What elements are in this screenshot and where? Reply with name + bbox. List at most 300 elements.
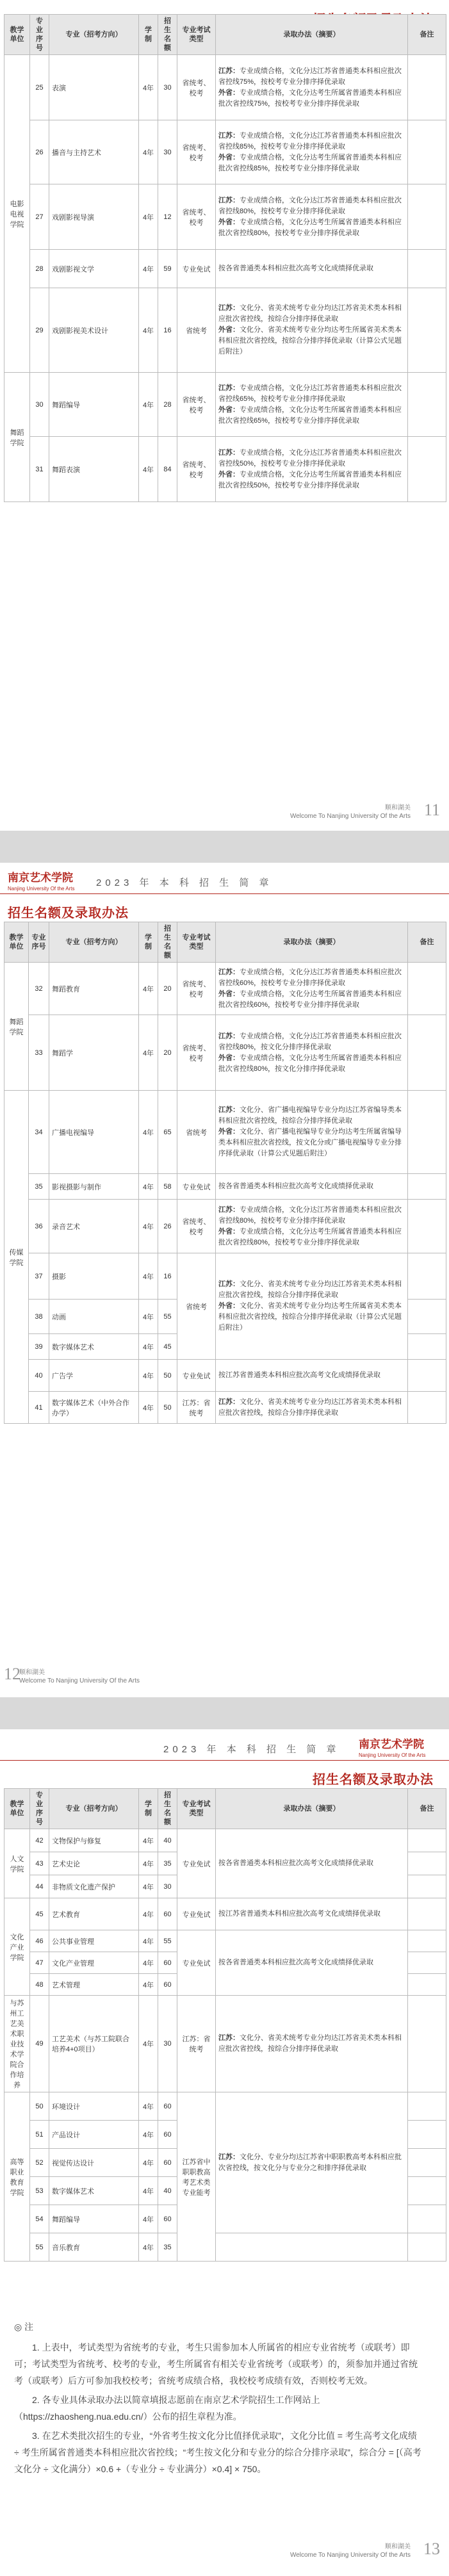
table-row	[4, 437, 446, 502]
unit-cell: 高等职业教育学院	[4, 2092, 30, 2262]
major-name-cell: 舞蹈教育	[49, 963, 139, 1015]
page-number: 12	[4, 1665, 20, 1683]
rule-cell	[216, 1996, 408, 2092]
quota-cell: 35	[158, 1852, 177, 1875]
rule-text: 专业成绩合格，文化分达考生所属省普通类本科相应批次省控线80%，按文化分排序择优录取	[218, 1054, 402, 1073]
years-cell: 4年	[139, 1334, 158, 1360]
years-cell: 4年	[139, 2205, 158, 2233]
years-cell: 4年	[139, 1360, 158, 1392]
exam-type-cell: 省统考	[177, 1091, 216, 1174]
col-unit: 教学单位	[4, 1789, 30, 1829]
rule-region-label: 江苏：	[218, 968, 240, 976]
major-name-cell: 数字媒体艺术（中外合作办学）	[49, 1392, 139, 1424]
quota-cell: 30	[158, 55, 177, 120]
years-cell: 4年	[139, 1015, 158, 1091]
major-name-cell: 舞蹈编导	[49, 373, 139, 437]
years-cell: 4年	[139, 1898, 158, 1930]
years-cell: 4年	[139, 1930, 158, 1952]
major-name-cell: 广告学	[49, 1360, 139, 1392]
unit-cell: 舞蹈学院	[4, 963, 29, 1091]
rule-text: 按江苏省普通类本科相应批次高考文化成绩择优录取	[218, 1910, 380, 1918]
footer	[290, 2543, 411, 2559]
table-row	[4, 1996, 446, 2092]
quota-cell: 84	[158, 437, 177, 502]
major-name-cell: 文化产业管理	[49, 1952, 139, 1974]
quota-cell: 58	[158, 1174, 177, 1200]
rule-region-label: 外省：	[218, 88, 240, 97]
table-row	[4, 1200, 446, 1253]
col-major: 专业（招考方向）	[49, 15, 139, 55]
quota-cell: 20	[158, 963, 177, 1015]
header-divider	[0, 1760, 449, 1761]
rule-region-label: 江苏：	[218, 304, 240, 312]
table-row	[4, 184, 446, 250]
exam-type-cell: 省统考	[177, 288, 216, 373]
school-logo: 南京艺术学院	[8, 872, 73, 884]
major-no-cell: 53	[30, 2177, 49, 2205]
years-cell: 4年	[139, 1852, 158, 1875]
quota-cell: 60	[158, 1974, 177, 1996]
col-major: 专业（招考方向）	[49, 922, 139, 963]
remark-cell	[408, 373, 446, 437]
rule-text: 按江苏省普通类本科相应批次高考文化成绩择优录取	[218, 1371, 380, 1379]
major-no-cell: 38	[29, 1300, 49, 1334]
exam-type-cell: 省统考、校考	[177, 373, 216, 437]
admission-table	[4, 14, 446, 502]
table-header	[4, 15, 446, 55]
years-cell: 4年	[139, 1300, 158, 1334]
unit-cell: 文化产业学院	[4, 1898, 30, 1996]
page-number: 13	[423, 2539, 440, 2558]
table-row	[4, 1829, 446, 1852]
exam-type-cell: 省统考、校考	[177, 55, 216, 120]
col-quota: 招生名额	[158, 922, 177, 963]
quota-cell: 50	[158, 1392, 177, 1424]
major-no-cell: 28	[30, 250, 49, 288]
major-no-cell: 39	[29, 1334, 49, 1360]
table-row	[4, 1091, 446, 1174]
admission-table	[4, 1788, 446, 2262]
rule-cell	[216, 963, 408, 1015]
rule-region-label: 外省：	[218, 1128, 240, 1136]
rule-text: 专业成绩合格，文化分达考生所属省普通类本科相应批次省控线65%，按校考专业分排序择优录取	[218, 405, 402, 425]
major-no-cell: 31	[30, 437, 49, 502]
page-gap	[0, 1697, 449, 1729]
rule-text: 专业成绩合格，文化分达江苏省普通类本科相应批次省控线85%，按校考专业分排序择优录取	[218, 131, 402, 151]
rule-text: 专业成绩合格，文化分达江苏省普通类本科相应批次省控线80%，按校考专业分排序择优录取	[218, 196, 402, 215]
rule-cell	[216, 2092, 408, 2233]
rule-region-label: 外省：	[218, 153, 240, 161]
quota-cell: 12	[158, 184, 177, 250]
rule-cell	[216, 373, 408, 437]
quota-cell: 60	[158, 2121, 177, 2149]
rule-text: 按各省普通类本科相应批次高考文化成绩择优录取	[218, 1182, 373, 1190]
major-no-cell: 35	[29, 1174, 49, 1200]
table-row	[4, 1174, 446, 1200]
major-no-cell: 40	[29, 1360, 49, 1392]
rule-cell	[216, 1829, 408, 1898]
major-no-cell: 29	[30, 288, 49, 373]
notes	[14, 2319, 424, 2480]
col-exam: 专业考试类型	[177, 15, 216, 55]
rule-region-label: 江苏：	[218, 196, 240, 204]
rule-region-label: 外省：	[218, 1302, 240, 1310]
rule-cell	[216, 1200, 408, 1253]
rule-region-label: 江苏：	[218, 2153, 240, 2161]
major-no-cell: 25	[30, 55, 49, 120]
quota-cell: 55	[158, 1930, 177, 1952]
years-cell: 4年	[139, 2149, 158, 2177]
exam-type-cell: 专业免试	[177, 250, 216, 288]
rule-cell	[216, 250, 408, 288]
major-name-cell: 艺术教育	[49, 1898, 139, 1930]
major-name-cell: 视觉传达设计	[49, 2149, 139, 2177]
col-major: 专业（招考方向）	[49, 1789, 139, 1829]
rule-region-label: 外省：	[218, 1227, 240, 1235]
major-name-cell: 舞蹈编导	[49, 2205, 139, 2233]
remark-cell	[408, 1392, 446, 1424]
col-years: 学制	[139, 1789, 158, 1829]
years-cell: 4年	[139, 1392, 158, 1424]
remark-cell	[408, 1200, 446, 1253]
major-no-cell: 27	[30, 184, 49, 250]
exam-type-cell: 专业免试	[177, 1898, 216, 1930]
rule-cell	[216, 120, 408, 184]
col-years: 学制	[139, 922, 158, 963]
remark-cell	[408, 2177, 446, 2205]
unit-cell: 人文学院	[4, 1829, 30, 1898]
major-name-cell: 艺术管理	[49, 1974, 139, 1996]
quota-cell: 40	[158, 2177, 177, 2205]
col-remark: 备注	[408, 15, 446, 55]
remark-cell	[408, 55, 446, 120]
major-name-cell: 工艺美术（与苏工院联合培养4+0项目）	[49, 1996, 139, 2092]
years-cell: 4年	[139, 2177, 158, 2205]
major-name-cell: 动画	[49, 1300, 139, 1334]
major-name-cell: 戏剧影视导演	[49, 184, 139, 250]
school-logo-en: Nanjing University Of the Arts	[8, 886, 75, 892]
major-name-cell: 数字媒体艺术	[49, 1334, 139, 1360]
major-no-cell: 33	[29, 1015, 49, 1091]
remark-cell	[408, 2205, 446, 2233]
remark-cell	[408, 1334, 446, 1360]
rule-text: 文化分、省广播电视编导专业分均达考生所属省编导类本科相应批次省控线，按文化分或广播电视编导专业分排序择优录取（计算公式见题后附注）	[218, 1128, 402, 1157]
exam-type-cell: 省统考、校考	[177, 1015, 216, 1091]
rule-text: 文化分、省美术统考专业分均达江苏省美术类本科相应批次省控线，按综合分排序择优录取	[218, 1280, 402, 1299]
col-unit: 教学单位	[4, 15, 30, 55]
major-name-cell: 播音与主持艺术	[49, 120, 139, 184]
section-title: 招生名额及录取办法	[8, 906, 129, 920]
quota-cell: 30	[158, 1875, 177, 1898]
col-quota: 招生名额	[158, 1789, 177, 1829]
major-name-cell: 舞蹈表演	[49, 437, 139, 502]
rule-region-label: 江苏：	[218, 2034, 240, 2042]
table-row	[4, 288, 446, 373]
major-no-cell: 41	[29, 1392, 49, 1424]
remark-cell	[408, 1974, 446, 1996]
rule-region-label: 江苏：	[218, 1032, 240, 1040]
major-name-cell: 摄影	[49, 1253, 139, 1300]
quota-cell: 40	[158, 1829, 177, 1852]
note-3: 3. 在艺术类批次招生的专业，“外省考生按文化分比值择优录取”，文化分比值 = 考生高考文化成绩 ÷ 考生所属省普通类本科相应批次省控线；“考生按文化分和专业分的综合分排序录取”，综合分 = [（高考文化分 ÷ 文化满分）×0.6 +（专业分 ÷ 专业满分）×0.4] × 750。	[14, 2431, 421, 2474]
rule-text: 专业成绩合格，文化分达江苏省普通类本科相应批次省控线80%，按校考专业分排序择优录取	[218, 1205, 402, 1225]
remark-cell	[408, 184, 446, 250]
years-cell: 4年	[139, 1974, 158, 1996]
major-no-cell: 30	[30, 373, 49, 437]
major-no-cell: 51	[30, 2121, 49, 2149]
unit-cell: 传媒学院	[4, 1091, 29, 1424]
table-row	[4, 1360, 446, 1392]
col-rule: 录取办法（摘要）	[216, 1789, 408, 1829]
table-row	[4, 373, 446, 437]
quota-cell: 65	[158, 1091, 177, 1174]
exam-type-cell: 江苏省中职职教高考艺术类专业能考	[177, 2092, 216, 2262]
remark-cell	[408, 2121, 446, 2149]
major-name-cell: 公共事业管理	[49, 1930, 139, 1952]
major-name-cell: 音乐教育	[49, 2233, 139, 2262]
major-name-cell: 艺术史论	[49, 1852, 139, 1875]
col-rule: 录取办法（摘要）	[216, 15, 408, 55]
table-row	[4, 120, 446, 184]
table-row	[4, 1015, 446, 1091]
remark-cell	[408, 437, 446, 502]
remark-cell	[408, 288, 446, 373]
exam-type-cell: 省统考、校考	[177, 120, 216, 184]
col-no: 专业序号	[30, 1789, 49, 1829]
col-exam: 专业考试类型	[177, 922, 216, 963]
rule-cell	[216, 1392, 408, 1424]
rule-text: 专业成绩合格，文化分达江苏省普通类本科相应批次省控线80%，按文化分排序择优录取	[218, 1032, 402, 1051]
rule-region-label: 外省：	[218, 990, 240, 998]
remark-cell	[408, 120, 446, 184]
rule-cell	[216, 2233, 408, 2262]
page-number: 11	[423, 801, 440, 819]
rule-region-label: 外省：	[218, 1054, 240, 1062]
remark-cell	[408, 1300, 446, 1334]
quota-cell: 60	[158, 1952, 177, 1974]
rule-region-label: 江苏：	[218, 1280, 240, 1288]
note-1: 1. 上表中，考试类型为省统考的专业，考生只需参加本人所属省的相应专业省统考（或联考）即可；考试类型为省统考、校考的专业，考生所属省有相关专业省统考（或联考）的，须参加并通过省统考（或联考）后方可参加我校校考；省统考成绩合格，我校校考成绩有效，否则校考无效。	[14, 2342, 418, 2386]
major-name-cell: 录音艺术	[49, 1200, 139, 1253]
major-no-cell: 45	[30, 1898, 49, 1930]
table-row	[4, 1392, 446, 1424]
major-no-cell: 32	[29, 963, 49, 1015]
major-name-cell: 戏剧影视文学	[49, 250, 139, 288]
years-cell: 4年	[139, 2233, 158, 2262]
remark-cell	[408, 1875, 446, 1898]
header-divider	[0, 893, 449, 894]
remark-cell	[408, 250, 446, 288]
rule-text: 专业成绩合格，文化分达考生所属省普通类本科相应批次省控线80%，按校考专业分排序择优录取	[218, 218, 402, 237]
rule-cell	[216, 1253, 408, 1360]
years-cell: 4年	[139, 2121, 158, 2149]
quota-cell: 55	[158, 1300, 177, 1334]
years-cell: 4年	[139, 963, 158, 1015]
section-title: 招生名额及录取办法	[313, 1773, 434, 1787]
quota-cell: 16	[158, 288, 177, 373]
col-remark: 备注	[408, 922, 446, 963]
quota-cell: 20	[158, 1015, 177, 1091]
footer-en: Welcome To Nanjing University Of the Arts	[290, 2552, 411, 2559]
page-1	[0, 0, 449, 831]
exam-type-cell: 江苏：省统考	[177, 1996, 216, 2092]
major-name-cell: 舞蹈学	[49, 1015, 139, 1091]
rule-text: 文化分、省美术统考专业分均达考生所属省美术类本科相应批次省控线，按综合分排序择优录取（计算公式见题后附注）	[218, 326, 402, 355]
table-row	[4, 55, 446, 120]
rule-text: 按各省普通类本科相应批次高考文化成绩择优录取	[218, 1859, 373, 1867]
rule-text: 专业成绩合格，文化分达江苏省普通类本科相应批次省控线75%，按校考专业分排序择优录取	[218, 67, 402, 86]
rule-text: 按各省普通类本科相应批次高考文化成绩择优录取	[218, 265, 373, 272]
rule-text: 专业成绩合格，文化分达江苏省普通类本科相应批次省控线50%，按校考专业分排序择优录取	[218, 448, 402, 468]
remark-cell	[408, 2149, 446, 2177]
years-cell: 4年	[139, 120, 158, 184]
major-no-cell: 37	[29, 1253, 49, 1300]
rule-text: 专业成绩合格，文化分达江苏省普通类本科相应批次省控线60%，按校考专业分排序择优录取	[218, 968, 402, 987]
footer-en: Welcome To Nanjing University Of the Arts	[19, 1677, 140, 1684]
rule-text: 专业成绩合格，文化分达考生所属省普通类本科相应批次省控线80%，按校考专业分排序择优录取	[218, 1227, 402, 1246]
exam-type-cell: 省统考	[177, 1253, 216, 1360]
remark-cell	[408, 1852, 446, 1875]
rule-region-label: 外省：	[218, 218, 240, 226]
quota-cell: 60	[158, 1898, 177, 1930]
col-no: 专业序号	[29, 922, 49, 963]
remark-cell	[408, 1360, 446, 1392]
major-name-cell: 表演	[49, 55, 139, 120]
major-name-cell: 数字媒体艺术	[49, 2177, 139, 2205]
quota-cell: 28	[158, 373, 177, 437]
remark-cell	[408, 2233, 446, 2262]
unit-cell: 电影电视学院	[4, 55, 30, 373]
major-no-cell: 34	[29, 1091, 49, 1174]
school-logo: 南京艺术学院	[359, 1738, 424, 1751]
rule-text: 文化分、省美术统考专业分均达江苏省美术类本科相应批次省控线，按综合分排序择优录取	[218, 1398, 402, 1417]
footer-cn: 顺和湖美	[385, 2543, 411, 2550]
quota-cell: 26	[158, 1200, 177, 1253]
remark-cell	[408, 1829, 446, 1852]
years-cell: 4年	[139, 1875, 158, 1898]
footer	[290, 804, 411, 820]
major-no-cell: 36	[29, 1200, 49, 1253]
major-name-cell: 影视摄影与制作	[49, 1174, 139, 1200]
exam-type-cell: 专业免试	[177, 1829, 216, 1898]
header-title: 2023 年 本 科 招 生 简 章	[96, 877, 273, 888]
footer	[19, 1668, 140, 1685]
rule-text: 专业成绩合格，文化分达考生所属省普通类本科相应批次省控线50%，按校考专业分排序择优录取	[218, 470, 402, 489]
exam-type-cell: 专业免试	[177, 1930, 216, 1996]
major-no-cell: 26	[30, 120, 49, 184]
rule-region-label: 江苏：	[218, 1205, 240, 1214]
table-header	[4, 922, 446, 963]
rule-cell	[216, 288, 408, 373]
exam-type-cell: 专业免试	[177, 1360, 216, 1392]
years-cell: 4年	[139, 288, 158, 373]
major-no-cell: 49	[30, 1996, 49, 2092]
rule-text: 文化分、专业分均达江苏省中职职教高考本科相应批次省控线，按文化分与专业分之和排序择优录取	[218, 2153, 402, 2172]
years-cell: 4年	[139, 1829, 158, 1852]
major-no-cell: 44	[30, 1875, 49, 1898]
unit-cell: 与苏州工艺美术职业技术学院合作培养	[4, 1996, 30, 2092]
col-exam: 专业考试类型	[177, 1789, 216, 1829]
col-quota: 招生名额	[158, 15, 177, 55]
major-no-cell: 46	[30, 1930, 49, 1952]
rule-region-label: 外省：	[218, 405, 240, 414]
quota-cell: 50	[158, 1360, 177, 1392]
rule-text: 文化分、省广播电视编导专业分均达江苏省编导类本科相应批次省控线，按综合分排序择优录取	[218, 1106, 402, 1125]
years-cell: 4年	[139, 1952, 158, 1974]
rule-cell	[216, 1898, 408, 1930]
admission-table	[4, 922, 446, 1424]
major-name-cell: 戏剧影视美术设计	[49, 288, 139, 373]
exam-type-cell: 省统考、校考	[177, 963, 216, 1015]
table-row	[4, 2233, 446, 2262]
remark-cell	[408, 1015, 446, 1091]
years-cell: 4年	[139, 250, 158, 288]
quota-cell: 30	[158, 120, 177, 184]
rule-text: 文化分、省美术统考专业分均达江苏省美术类本科相应批次省控线，按综合分排序择优录取	[218, 304, 402, 323]
col-rule: 录取办法（摘要）	[216, 922, 408, 963]
footer-en: Welcome To Nanjing University Of the Arts	[290, 813, 411, 820]
footer-cn: 顺和湖美	[19, 1669, 45, 1676]
years-cell: 4年	[139, 1253, 158, 1300]
exam-type-cell: 省统考、校考	[177, 437, 216, 502]
quota-cell: 60	[158, 2092, 177, 2121]
unit-cell: 舞蹈学院	[4, 373, 30, 502]
remark-cell	[408, 2092, 446, 2121]
rule-cell	[216, 1091, 408, 1174]
years-cell: 4年	[139, 1091, 158, 1174]
table-row	[4, 1898, 446, 1930]
major-name-cell: 环境设计	[49, 2092, 139, 2121]
table-row	[4, 2092, 446, 2121]
col-remark: 备注	[408, 1789, 446, 1829]
major-no-cell: 55	[30, 2233, 49, 2262]
major-name-cell: 文物保护与修复	[49, 1829, 139, 1852]
col-unit: 教学单位	[4, 922, 29, 963]
quota-cell: 45	[158, 1334, 177, 1360]
rule-text: 专业成绩合格，文化分达江苏省普通类本科相应批次省控线65%，按校考专业分排序择优录取	[218, 384, 402, 403]
years-cell: 4年	[139, 1996, 158, 2092]
major-no-cell: 54	[30, 2205, 49, 2233]
page-2	[0, 863, 449, 1697]
years-cell: 4年	[139, 373, 158, 437]
major-no-cell: 52	[30, 2149, 49, 2177]
quota-cell: 60	[158, 2149, 177, 2177]
col-years: 学制	[139, 15, 158, 55]
table-row	[4, 1930, 446, 1952]
header-title: 2023 年 本 科 招 生 简 章	[163, 1744, 340, 1755]
major-no-cell: 47	[30, 1952, 49, 1974]
rule-text: 按各省普通类本科相应批次高考文化成绩择优录取	[218, 1959, 373, 1966]
rule-cell	[216, 437, 408, 502]
rule-cell	[216, 1174, 408, 1200]
rule-text: 专业成绩合格，文化分达考生所属省普通类本科相应批次省控线85%，按校考专业分排序择优录取	[218, 153, 402, 172]
page-3	[0, 1729, 449, 2576]
major-name-cell: 产品设计	[49, 2121, 139, 2149]
quota-cell: 16	[158, 1253, 177, 1300]
rule-region-label: 江苏：	[218, 67, 240, 75]
col-no: 专业序号	[30, 15, 49, 55]
note-2: 2. 各专业具体录取办法以简章填报志愿前在南京艺术学院招生工作网站上（https://zhaosheng.nua.edu.cn/）公布的招生章程为准。	[14, 2395, 320, 2422]
table-header	[4, 1789, 446, 1829]
rule-region-label: 江苏：	[218, 1106, 240, 1114]
rule-region-label: 江苏：	[218, 448, 240, 457]
rule-cell	[216, 1015, 408, 1091]
remark-cell	[408, 1898, 446, 1930]
exam-type-cell: 省统考、校考	[177, 184, 216, 250]
remark-cell	[408, 1253, 446, 1300]
rule-cell	[216, 1360, 408, 1392]
rule-text: 文化分、省美术统考专业分均达江苏省美术类本科相应批次省控线，按综合分排序择优录取	[218, 2034, 402, 2053]
